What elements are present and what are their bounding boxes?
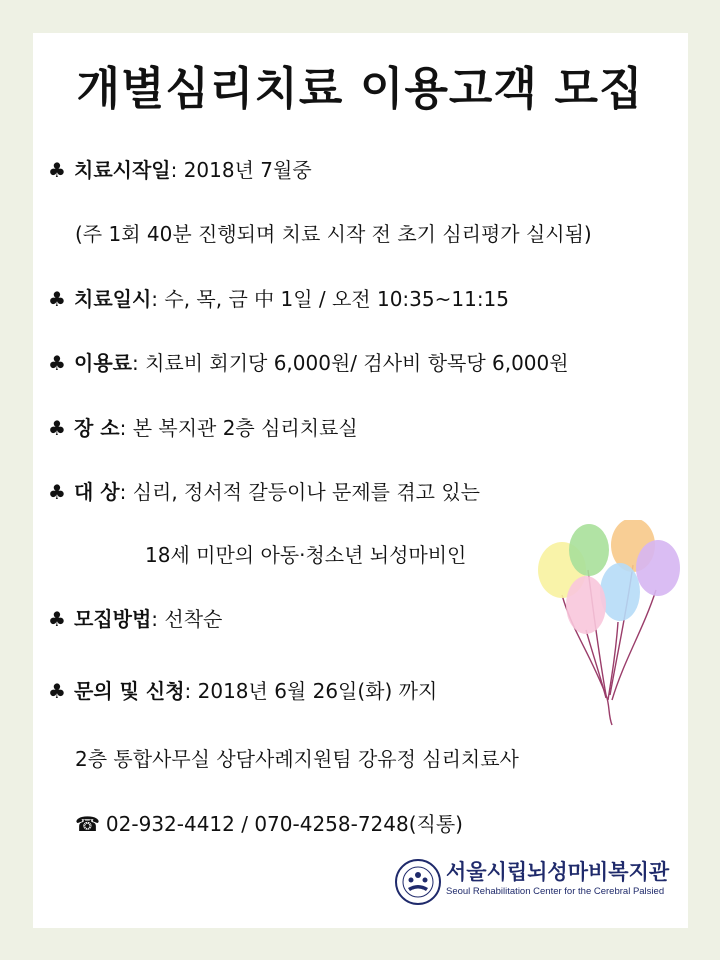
item-phone bbox=[75, 810, 463, 838]
logo-name-korean: 서울시립뇌성마비복지관 bbox=[446, 860, 670, 884]
item-place-value: : 본 복지관 2층 심리치료실 bbox=[119, 416, 358, 440]
item-target-value: : 심리, 정서적 갈등이나 문제를 겪고 있는 bbox=[119, 480, 480, 504]
item-start-label: 치료시작일 bbox=[74, 158, 171, 182]
item-target-label: 대 상 bbox=[74, 480, 120, 504]
telephone-icon: ☎ bbox=[75, 812, 100, 836]
item-inquiry-label: 문의 및 신청 bbox=[74, 679, 185, 703]
club-icon: ♣ bbox=[48, 287, 66, 311]
item-target bbox=[48, 478, 480, 506]
club-icon: ♣ bbox=[48, 607, 66, 631]
center-logo bbox=[394, 854, 684, 912]
poster-title: 개별심리치료 이용고객 모집 bbox=[76, 62, 644, 115]
item-schedule-value: : 수, 목, 금 中 1일 / 오전 10:35~11:15 bbox=[151, 287, 510, 311]
club-icon: ♣ bbox=[48, 158, 66, 182]
item-place bbox=[48, 414, 358, 442]
item-schedule bbox=[48, 285, 509, 313]
item-schedule-label: 치료일시 bbox=[74, 287, 152, 311]
item-office: 2층 통합사무실 상담사례지원팀 강유정 심리치료사 bbox=[75, 747, 519, 771]
balloons-illustration bbox=[528, 520, 688, 730]
club-icon: ♣ bbox=[48, 416, 66, 440]
item-phone-number: 02-932-4412 / 070-4258-7248(직통) bbox=[105, 812, 463, 836]
item-inquiry-value: : 2018년 6월 26일(화) 까지 bbox=[184, 679, 438, 703]
item-place-label: 장 소 bbox=[74, 416, 120, 440]
item-method bbox=[48, 605, 222, 633]
item-fee-value: : 치료비 회기당 6,000원/ 검사비 항목당 6,000원 bbox=[131, 351, 569, 375]
club-icon: ♣ bbox=[48, 351, 66, 375]
item-fee bbox=[48, 349, 569, 377]
item-inquiry bbox=[48, 677, 437, 705]
item-start-value: : 2018년 7월중 bbox=[170, 158, 312, 182]
club-icon: ♣ bbox=[48, 480, 66, 504]
item-start bbox=[48, 156, 312, 184]
item-start-note: (주 1회 40분 진행되며 치료 시작 전 초기 심리평가 실시됨) bbox=[75, 222, 592, 246]
item-target-cont: 18세 미만의 아동·청소년 뇌성마비인 bbox=[145, 543, 467, 567]
emblem-icon bbox=[394, 858, 442, 906]
logo-name-english: Seoul Rehabilitation Center for the Cerebral Palsied bbox=[446, 886, 665, 897]
item-method-value: : 선착순 bbox=[151, 607, 223, 631]
item-method-label: 모집방법 bbox=[74, 607, 152, 631]
club-icon: ♣ bbox=[48, 679, 66, 703]
item-fee-label: 이용료 bbox=[74, 351, 132, 375]
